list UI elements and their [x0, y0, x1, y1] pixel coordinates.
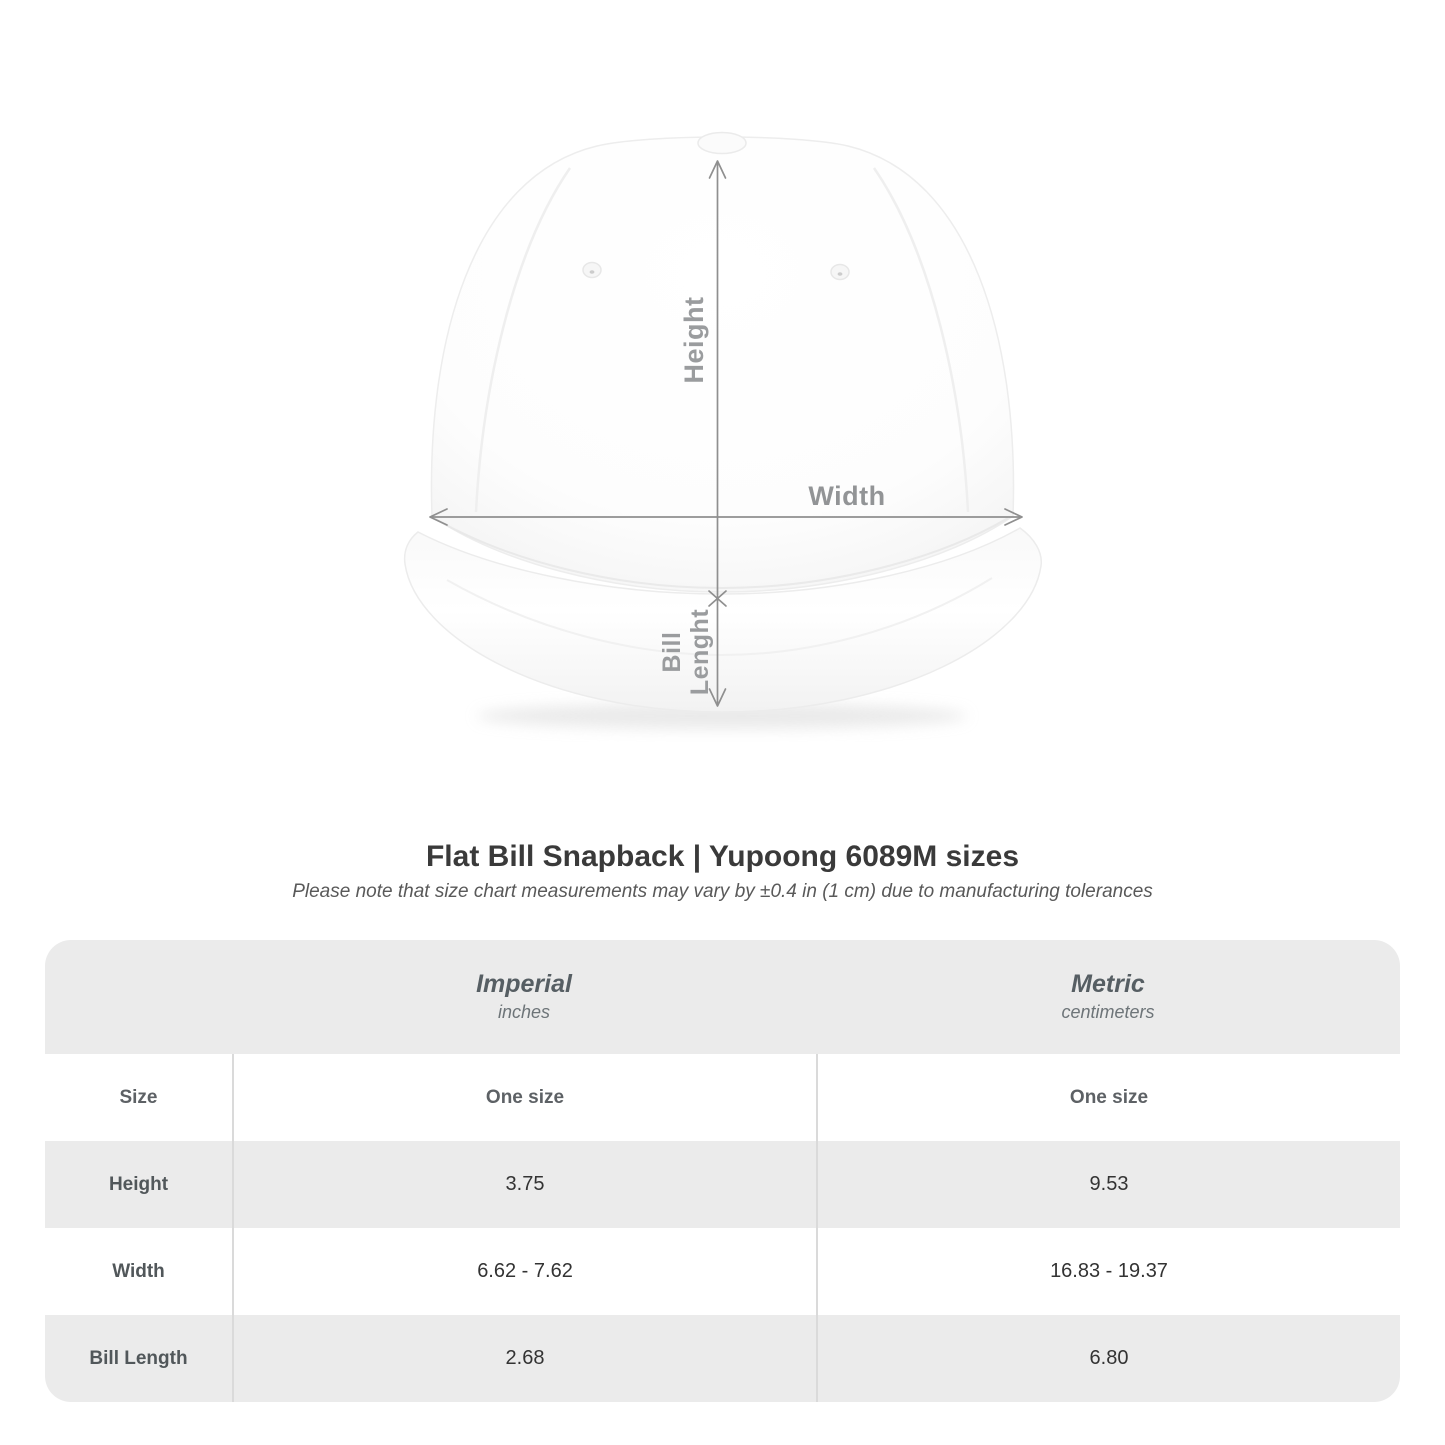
imperial-unit: inches — [497, 1002, 551, 1022]
table-row-height — [45, 1141, 1400, 1228]
hat-crown — [431, 137, 1013, 592]
metric-unit: centimeters — [1061, 1002, 1155, 1022]
row-label: Height — [108, 1173, 169, 1195]
header-corner-cell — [45, 940, 232, 1054]
imperial-value: 6.62 - 7.62 — [232, 1228, 816, 1315]
product-hat-image — [392, 92, 1052, 742]
imperial-label: Imperial — [476, 970, 572, 998]
imperial-value: 3.75 — [232, 1141, 816, 1228]
left-eyelet — [583, 263, 601, 278]
row-label: Size — [119, 1086, 158, 1108]
width-label: Width — [808, 481, 886, 511]
header-imperial — [232, 940, 816, 1054]
metric-value: 9.53 — [816, 1141, 1400, 1228]
table-row-size — [45, 1054, 1400, 1141]
imperial-value: One size — [232, 1054, 816, 1141]
metric-value: 16.83 - 19.37 — [816, 1228, 1400, 1315]
table-row-width — [45, 1228, 1400, 1315]
hat-top-button — [698, 133, 746, 154]
svg-text:Lenght: Lenght — [686, 608, 714, 696]
header-metric — [816, 940, 1400, 1054]
height-label: Height — [679, 296, 709, 384]
imperial-value: 2.68 — [232, 1315, 816, 1402]
size-chart-tolerance-note: Please note that size chart measurements may vary by ±0.4 in (1 cm) due to manufacturing tolerances — [292, 881, 1153, 902]
right-eyelet — [831, 265, 849, 280]
row-label: Width — [112, 1260, 165, 1282]
metric-value: 6.80 — [816, 1315, 1400, 1402]
size-table — [45, 940, 1400, 1402]
size-chart-title: Flat Bill Snapback | Yupoong 6089M sizes — [425, 840, 1019, 873]
metric-value: One size — [816, 1054, 1400, 1141]
metric-label: Metric — [1071, 970, 1145, 998]
row-label: Bill Length — [89, 1347, 188, 1369]
table-row-bill-length — [45, 1315, 1400, 1402]
hat-measurement-diagram — [392, 92, 1052, 742]
size-table-header — [45, 940, 1400, 1054]
svg-text:Bill: Bill — [658, 631, 686, 673]
